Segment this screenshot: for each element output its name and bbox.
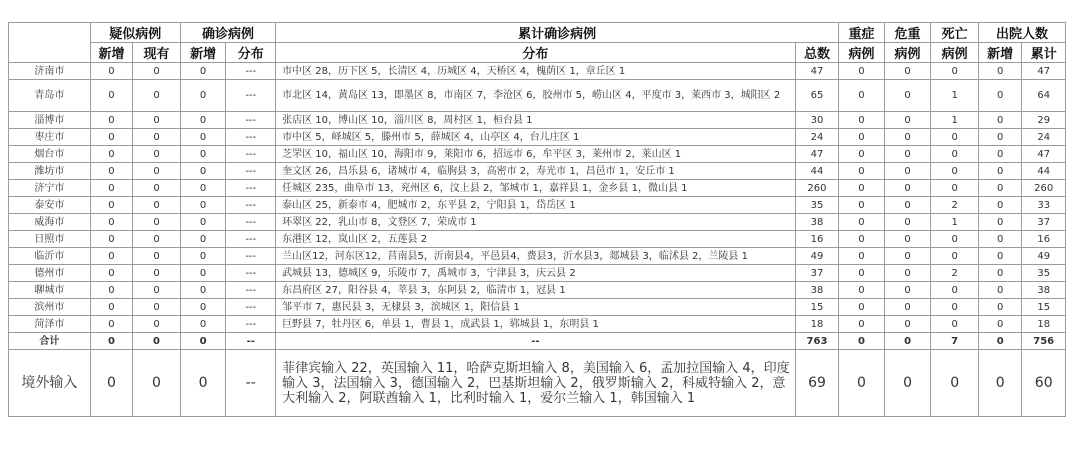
discharged-new-cell: 0 bbox=[978, 129, 1021, 146]
death-cell: 7 bbox=[931, 333, 979, 350]
confirmed-new-cell: 0 bbox=[180, 129, 226, 146]
cumulative-distribution-cell: 张店区 10，博山区 10，淄川区 8，周村区 1，桓台县 1 bbox=[276, 112, 796, 129]
stats-table-wrapper bbox=[8, 22, 1066, 417]
death-cell: 1 bbox=[931, 214, 979, 231]
suspected-new-cell: 0 bbox=[90, 180, 132, 197]
cumulative-total-cell: 47 bbox=[795, 63, 838, 80]
city-cell: 聊城市 bbox=[9, 282, 91, 299]
confirmed-distribution-cell: --- bbox=[226, 231, 276, 248]
header-cumulative-total: 总数 bbox=[795, 43, 838, 63]
confirmed-new-cell: 0 bbox=[180, 197, 226, 214]
cumulative-total-cell: 69 bbox=[795, 350, 838, 417]
suspected-current-cell: 0 bbox=[133, 282, 181, 299]
header-death: 死亡 bbox=[931, 23, 979, 43]
table-row bbox=[9, 146, 1066, 163]
table-body bbox=[9, 63, 1066, 417]
cumulative-distribution-cell: 芝罘区 10，福山区 10，海阳市 9，莱阳市 6，招远市 6，牟平区 3，莱州市 2，莱山区 1 bbox=[276, 146, 796, 163]
death-cell: 0 bbox=[931, 248, 979, 265]
discharged-new-cell: 0 bbox=[978, 299, 1021, 316]
critical-cell: 0 bbox=[884, 316, 931, 333]
header-discharged-total: 累计 bbox=[1022, 43, 1066, 63]
suspected-new-cell: 0 bbox=[90, 350, 132, 417]
header-suspected: 疑似病例 bbox=[90, 23, 180, 43]
severe-cell: 0 bbox=[839, 299, 885, 316]
suspected-current-cell: 0 bbox=[133, 197, 181, 214]
suspected-new-cell: 0 bbox=[90, 282, 132, 299]
cumulative-distribution-cell: 市中区 5，峄城区 5，滕州市 5，薛城区 4，山亭区 4，台儿庄区 1 bbox=[276, 129, 796, 146]
death-cell: 2 bbox=[931, 265, 979, 282]
table-header bbox=[9, 23, 1066, 63]
cumulative-total-cell: 37 bbox=[795, 265, 838, 282]
cumulative-total-cell: 49 bbox=[795, 248, 838, 265]
discharged-total-cell: 47 bbox=[1022, 146, 1066, 163]
death-cell: 0 bbox=[931, 350, 979, 417]
suspected-current-cell: 0 bbox=[133, 316, 181, 333]
cumulative-distribution-cell: 市中区 28，历下区 5，长清区 4，历城区 4，天桥区 4，槐荫区 1，章丘区 1 bbox=[276, 63, 796, 80]
severe-cell: 0 bbox=[839, 180, 885, 197]
discharged-new-cell: 0 bbox=[978, 80, 1021, 112]
city-cell: 济南市 bbox=[9, 63, 91, 80]
suspected-current-cell: 0 bbox=[133, 80, 181, 112]
header-critical: 危重 bbox=[884, 23, 931, 43]
confirmed-distribution-cell: --- bbox=[226, 282, 276, 299]
severe-cell: 0 bbox=[839, 163, 885, 180]
confirmed-new-cell: 0 bbox=[180, 282, 226, 299]
confirmed-new-cell: 0 bbox=[180, 231, 226, 248]
confirmed-distribution-cell: --- bbox=[226, 180, 276, 197]
severe-cell: 0 bbox=[839, 63, 885, 80]
discharged-total-cell: 64 bbox=[1022, 80, 1066, 112]
city-cell: 菏泽市 bbox=[9, 316, 91, 333]
discharged-total-cell: 49 bbox=[1022, 248, 1066, 265]
suspected-new-cell: 0 bbox=[90, 197, 132, 214]
discharged-total-cell: 756 bbox=[1022, 333, 1066, 350]
critical-cell: 0 bbox=[884, 282, 931, 299]
covid-stats-table bbox=[8, 22, 1066, 417]
suspected-current-cell: 0 bbox=[133, 63, 181, 80]
critical-cell: 0 bbox=[884, 146, 931, 163]
cumulative-distribution-cell: 巨野县 7，牡丹区 6，单县 1，曹县 1，成武县 1，郓城县 1，东明县 1 bbox=[276, 316, 796, 333]
confirmed-new-cell: 0 bbox=[180, 146, 226, 163]
confirmed-new-cell: 0 bbox=[180, 112, 226, 129]
critical-cell: 0 bbox=[884, 129, 931, 146]
severe-cell: 0 bbox=[839, 265, 885, 282]
confirmed-distribution-cell: --- bbox=[226, 80, 276, 112]
suspected-current-cell: 0 bbox=[133, 112, 181, 129]
city-cell: 济宁市 bbox=[9, 180, 91, 197]
cumulative-total-cell: 18 bbox=[795, 316, 838, 333]
confirmed-distribution-cell: --- bbox=[226, 265, 276, 282]
table-row bbox=[9, 248, 1066, 265]
discharged-new-cell: 0 bbox=[978, 333, 1021, 350]
severe-cell: 0 bbox=[839, 214, 885, 231]
city-cell: 淄博市 bbox=[9, 112, 91, 129]
city-cell: 威海市 bbox=[9, 214, 91, 231]
severe-cell: 0 bbox=[839, 112, 885, 129]
cumulative-distribution-cell: 菲律宾输入 22，英国输入 11，哈萨克斯坦输入 8，美国输入 6，孟加拉国输入 4，印度输入 3，法国输入 3，德国输入 2，巴基斯坦输入 2，俄罗斯输入 2，科威特输入 2，意大利输入 2，阿联酋输入 1，比利时输入 1，爱尔兰输入 1，韩国输入 1 bbox=[276, 350, 796, 417]
confirmed-new-cell: 0 bbox=[180, 63, 226, 80]
confirmed-distribution-cell: -- bbox=[226, 333, 276, 350]
discharged-total-cell: 38 bbox=[1022, 282, 1066, 299]
discharged-new-cell: 0 bbox=[978, 146, 1021, 163]
city-cell: 青岛市 bbox=[9, 80, 91, 112]
discharged-total-cell: 37 bbox=[1022, 214, 1066, 231]
severe-cell: 0 bbox=[839, 333, 885, 350]
cumulative-total-cell: 260 bbox=[795, 180, 838, 197]
header-death-cases: 病例 bbox=[931, 43, 979, 63]
cumulative-total-cell: 44 bbox=[795, 163, 838, 180]
discharged-total-cell: 44 bbox=[1022, 163, 1066, 180]
header-blank bbox=[9, 23, 91, 63]
cumulative-total-cell: 15 bbox=[795, 299, 838, 316]
discharged-new-cell: 0 bbox=[978, 180, 1021, 197]
cumulative-distribution-cell: -- bbox=[276, 333, 796, 350]
cumulative-total-cell: 47 bbox=[795, 146, 838, 163]
table-row bbox=[9, 299, 1066, 316]
table-row bbox=[9, 316, 1066, 333]
critical-cell: 0 bbox=[884, 350, 931, 417]
severe-cell: 0 bbox=[839, 282, 885, 299]
confirmed-distribution-cell: --- bbox=[226, 63, 276, 80]
discharged-new-cell: 0 bbox=[978, 282, 1021, 299]
header-confirmed-distribution: 分布 bbox=[226, 43, 276, 63]
total-row bbox=[9, 333, 1066, 350]
confirmed-new-cell: 0 bbox=[180, 333, 226, 350]
critical-cell: 0 bbox=[884, 63, 931, 80]
critical-cell: 0 bbox=[884, 80, 931, 112]
table-row bbox=[9, 112, 1066, 129]
suspected-new-cell: 0 bbox=[90, 214, 132, 231]
city-cell: 枣庄市 bbox=[9, 129, 91, 146]
header-discharged-new: 新增 bbox=[978, 43, 1021, 63]
discharged-new-cell: 0 bbox=[978, 163, 1021, 180]
death-cell: 1 bbox=[931, 112, 979, 129]
header-confirmed-new: 新增 bbox=[180, 43, 226, 63]
table-row bbox=[9, 265, 1066, 282]
cumulative-distribution-cell: 市北区 14，黄岛区 13，即墨区 8，市南区 7，李沧区 6，胶州市 5，崂山区 4，平度市 3，莱西市 3，城阳区 2 bbox=[276, 80, 796, 112]
cumulative-total-cell: 30 bbox=[795, 112, 838, 129]
suspected-new-cell: 0 bbox=[90, 112, 132, 129]
confirmed-new-cell: 0 bbox=[180, 316, 226, 333]
discharged-new-cell: 0 bbox=[978, 63, 1021, 80]
confirmed-new-cell: 0 bbox=[180, 163, 226, 180]
critical-cell: 0 bbox=[884, 231, 931, 248]
confirmed-distribution-cell: --- bbox=[226, 214, 276, 231]
suspected-new-cell: 0 bbox=[90, 248, 132, 265]
death-cell: 0 bbox=[931, 163, 979, 180]
confirmed-new-cell: 0 bbox=[180, 180, 226, 197]
table-row bbox=[9, 180, 1066, 197]
cumulative-total-cell: 16 bbox=[795, 231, 838, 248]
death-cell: 0 bbox=[931, 282, 979, 299]
confirmed-distribution-cell: --- bbox=[226, 197, 276, 214]
death-cell: 1 bbox=[931, 80, 979, 112]
suspected-new-cell: 0 bbox=[90, 80, 132, 112]
discharged-total-cell: 18 bbox=[1022, 316, 1066, 333]
header-discharged: 出院人数 bbox=[978, 23, 1065, 43]
suspected-new-cell: 0 bbox=[90, 231, 132, 248]
critical-cell: 0 bbox=[884, 180, 931, 197]
city-cell: 临沂市 bbox=[9, 248, 91, 265]
severe-cell: 0 bbox=[839, 146, 885, 163]
confirmed-distribution-cell: --- bbox=[226, 163, 276, 180]
confirmed-distribution-cell: --- bbox=[226, 316, 276, 333]
discharged-new-cell: 0 bbox=[978, 350, 1021, 417]
discharged-new-cell: 0 bbox=[978, 197, 1021, 214]
critical-cell: 0 bbox=[884, 333, 931, 350]
table-row bbox=[9, 197, 1066, 214]
critical-cell: 0 bbox=[884, 197, 931, 214]
death-cell: 2 bbox=[931, 197, 979, 214]
suspected-current-cell: 0 bbox=[133, 350, 181, 417]
discharged-new-cell: 0 bbox=[978, 112, 1021, 129]
critical-cell: 0 bbox=[884, 214, 931, 231]
severe-cell: 0 bbox=[839, 316, 885, 333]
total-label-cell: 合计 bbox=[9, 333, 91, 350]
discharged-new-cell: 0 bbox=[978, 231, 1021, 248]
severe-cell: 0 bbox=[839, 350, 885, 417]
header-critical-cases: 病例 bbox=[884, 43, 931, 63]
header-suspected-new: 新增 bbox=[90, 43, 132, 63]
cumulative-total-cell: 38 bbox=[795, 214, 838, 231]
death-cell: 0 bbox=[931, 129, 979, 146]
table-row bbox=[9, 129, 1066, 146]
cumulative-distribution-cell: 东昌府区 27，阳谷县 4，莘县 3，东阿县 2，临清市 1，冠县 1 bbox=[276, 282, 796, 299]
header-cumulative: 累计确诊病例 bbox=[276, 23, 839, 43]
cumulative-distribution-cell: 任城区 235，曲阜市 13，兖州区 6，汶上县 2，邹城市 1，嘉祥县 1，金乡县 1，微山县 1 bbox=[276, 180, 796, 197]
table-row bbox=[9, 163, 1066, 180]
confirmed-distribution-cell: --- bbox=[226, 299, 276, 316]
discharged-total-cell: 60 bbox=[1022, 350, 1066, 417]
overseas-import-row bbox=[9, 350, 1066, 417]
severe-cell: 0 bbox=[839, 197, 885, 214]
suspected-current-cell: 0 bbox=[133, 163, 181, 180]
city-cell: 泰安市 bbox=[9, 197, 91, 214]
discharged-total-cell: 260 bbox=[1022, 180, 1066, 197]
suspected-current-cell: 0 bbox=[133, 333, 181, 350]
suspected-current-cell: 0 bbox=[133, 231, 181, 248]
discharged-total-cell: 33 bbox=[1022, 197, 1066, 214]
header-severe: 重症 bbox=[839, 23, 885, 43]
suspected-new-cell: 0 bbox=[90, 129, 132, 146]
critical-cell: 0 bbox=[884, 112, 931, 129]
city-cell: 日照市 bbox=[9, 231, 91, 248]
confirmed-new-cell: 0 bbox=[180, 350, 226, 417]
discharged-total-cell: 29 bbox=[1022, 112, 1066, 129]
cumulative-total-cell: 38 bbox=[795, 282, 838, 299]
table-row bbox=[9, 214, 1066, 231]
cumulative-total-cell: 65 bbox=[795, 80, 838, 112]
confirmed-new-cell: 0 bbox=[180, 265, 226, 282]
cumulative-distribution-cell: 兰山区12，河东区12，莒南县5，沂南县4，平邑县4，费县3，沂水县3，郯城县 3，临沭县 2，兰陵县 1 bbox=[276, 248, 796, 265]
discharged-new-cell: 0 bbox=[978, 214, 1021, 231]
cumulative-distribution-cell: 武城县 13，德城区 9，乐陵市 7，禹城市 3，宁津县 3，庆云县 2 bbox=[276, 265, 796, 282]
discharged-total-cell: 47 bbox=[1022, 63, 1066, 80]
confirmed-new-cell: 0 bbox=[180, 248, 226, 265]
confirmed-distribution-cell: --- bbox=[226, 129, 276, 146]
discharged-total-cell: 24 bbox=[1022, 129, 1066, 146]
confirmed-distribution-cell: --- bbox=[226, 248, 276, 265]
header-cumulative-distribution: 分布 bbox=[276, 43, 796, 63]
city-cell: 德州市 bbox=[9, 265, 91, 282]
death-cell: 0 bbox=[931, 180, 979, 197]
severe-cell: 0 bbox=[839, 231, 885, 248]
discharged-new-cell: 0 bbox=[978, 316, 1021, 333]
suspected-current-cell: 0 bbox=[133, 129, 181, 146]
cumulative-distribution-cell: 邹平市 7，惠民县 3，无棣县 3，滨城区 1，阳信县 1 bbox=[276, 299, 796, 316]
discharged-total-cell: 35 bbox=[1022, 265, 1066, 282]
suspected-current-cell: 0 bbox=[133, 299, 181, 316]
death-cell: 0 bbox=[931, 299, 979, 316]
suspected-current-cell: 0 bbox=[133, 248, 181, 265]
city-cell: 滨州市 bbox=[9, 299, 91, 316]
cumulative-distribution-cell: 环翠区 22，乳山市 8，文登区 7，荣成市 1 bbox=[276, 214, 796, 231]
suspected-current-cell: 0 bbox=[133, 180, 181, 197]
cumulative-total-cell: 35 bbox=[795, 197, 838, 214]
death-cell: 0 bbox=[931, 316, 979, 333]
city-cell: 潍坊市 bbox=[9, 163, 91, 180]
cumulative-total-cell: 763 bbox=[795, 333, 838, 350]
critical-cell: 0 bbox=[884, 265, 931, 282]
table-row bbox=[9, 282, 1066, 299]
critical-cell: 0 bbox=[884, 163, 931, 180]
suspected-new-cell: 0 bbox=[90, 299, 132, 316]
confirmed-distribution-cell: --- bbox=[226, 146, 276, 163]
confirmed-distribution-cell: -- bbox=[226, 350, 276, 417]
cumulative-distribution-cell: 东港区 12，岚山区 2，五莲县 2 bbox=[276, 231, 796, 248]
suspected-new-cell: 0 bbox=[90, 63, 132, 80]
table-row bbox=[9, 63, 1066, 80]
severe-cell: 0 bbox=[839, 248, 885, 265]
discharged-total-cell: 15 bbox=[1022, 299, 1066, 316]
cumulative-total-cell: 24 bbox=[795, 129, 838, 146]
severe-cell: 0 bbox=[839, 129, 885, 146]
confirmed-new-cell: 0 bbox=[180, 80, 226, 112]
critical-cell: 0 bbox=[884, 248, 931, 265]
critical-cell: 0 bbox=[884, 299, 931, 316]
discharged-new-cell: 0 bbox=[978, 265, 1021, 282]
suspected-current-cell: 0 bbox=[133, 265, 181, 282]
confirmed-new-cell: 0 bbox=[180, 214, 226, 231]
suspected-current-cell: 0 bbox=[133, 146, 181, 163]
suspected-new-cell: 0 bbox=[90, 146, 132, 163]
death-cell: 0 bbox=[931, 231, 979, 248]
death-cell: 0 bbox=[931, 146, 979, 163]
death-cell: 0 bbox=[931, 63, 979, 80]
discharged-total-cell: 16 bbox=[1022, 231, 1066, 248]
table-row bbox=[9, 231, 1066, 248]
suspected-current-cell: 0 bbox=[133, 214, 181, 231]
confirmed-new-cell: 0 bbox=[180, 299, 226, 316]
confirmed-distribution-cell: --- bbox=[226, 112, 276, 129]
discharged-new-cell: 0 bbox=[978, 248, 1021, 265]
city-cell: 烟台市 bbox=[9, 146, 91, 163]
suspected-new-cell: 0 bbox=[90, 333, 132, 350]
suspected-new-cell: 0 bbox=[90, 316, 132, 333]
header-severe-cases: 病例 bbox=[839, 43, 885, 63]
header-confirmed: 确诊病例 bbox=[180, 23, 275, 43]
header-suspected-current: 现有 bbox=[133, 43, 181, 63]
cumulative-distribution-cell: 泰山区 25，新泰市 4，肥城市 2，东平县 2，宁阳县 1，岱岳区 1 bbox=[276, 197, 796, 214]
overseas-label-cell: 境外输入 bbox=[9, 350, 91, 417]
suspected-new-cell: 0 bbox=[90, 163, 132, 180]
suspected-new-cell: 0 bbox=[90, 265, 132, 282]
cumulative-distribution-cell: 奎文区 26，昌乐县 6，诸城市 4，临朐县 3，高密市 2，寿光市 1，昌邑市 1，安丘市 1 bbox=[276, 163, 796, 180]
severe-cell: 0 bbox=[839, 80, 885, 112]
table-row bbox=[9, 80, 1066, 112]
